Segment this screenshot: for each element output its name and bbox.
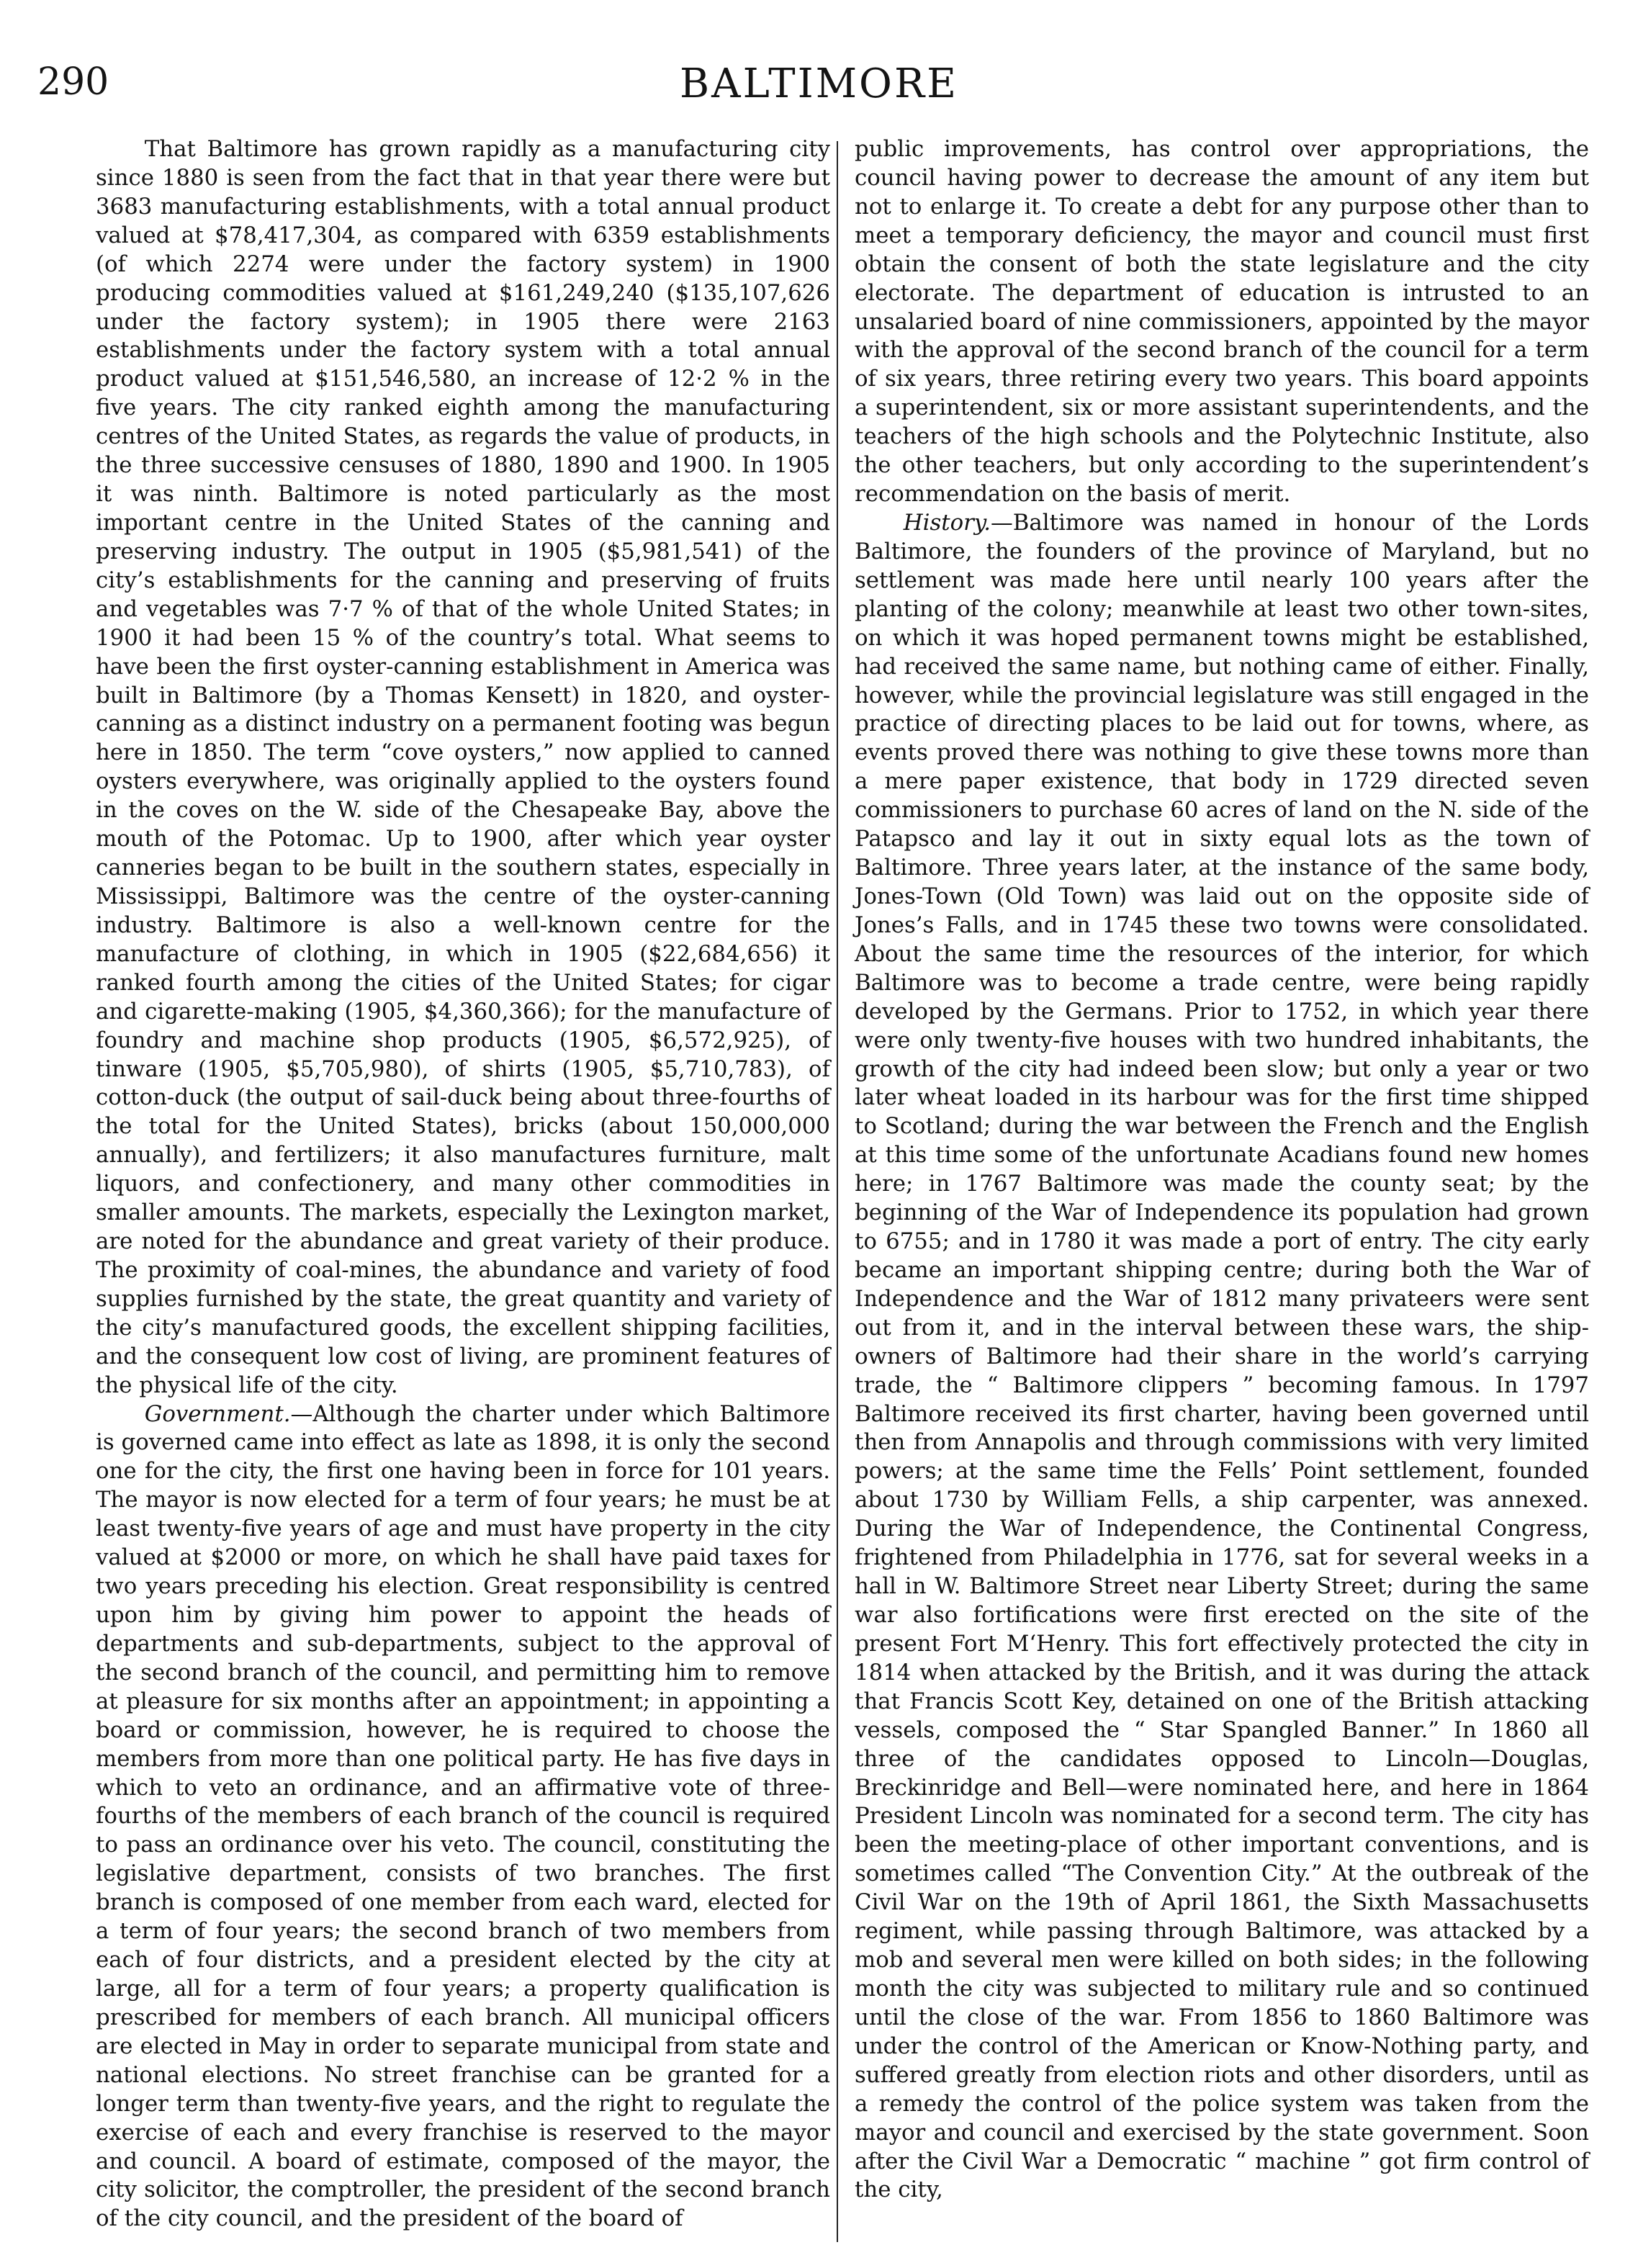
government-heading: Government.: [144, 1400, 291, 1427]
government-paragraph: [96, 1400, 830, 2234]
running-title: BALTIMORE: [680, 60, 958, 107]
history-heading: History.: [903, 509, 991, 536]
manufacturing-paragraph: That Baltimore has grown rapidly as a manufacturing city since 1880 is seen from the fact that in that year there were but 3683 manufacturing establishments, with a total annual product valued at $78,417,304, as compared with 6359 establishments (of which 2274 were under the factory system) in 1900 producing commodities valued at $161,249,240 ($135,107,626 under the factory system); in 1905 there were 2163 establishments under the factory system with a total annual product valued at $151,546,580, an increase of 12·2 % in the five years. The city ranked eighth among the manufacturing centres of the United States, as regards the value of products, in the three successive censuses of 1880, 1890 and 1900. In 1905 it was ninth. Baltimore is noted particularly as the most important centre in the United States of the canning and preserving industry. The output in 1905 ($5,981,541) of the city’s establishments for the canning and preserving of fruits and vegetables was 7·7 % of that of the whole United States; in 1900 it had been 15 % of the country’s total. What seems to have been the first oyster-canning establishment in America was built in Baltimore (by a Thomas Kensett) in 1820, and oyster-canning as a distinct industry on a permanent footing was begun here in 1850. The term “cove oysters,” now applied to canned oysters everywhere, was originally applied to the oysters found in the coves on the W. side of the Chesapeake Bay, above the mouth of the Potomac. Up to 1900, after which year oyster canneries began to be built in the southern states, especially in Mississippi, Baltimore was the centre of the oyster-canning industry. Baltimore is also a well-known centre for the manufacture of clothing, in which in 1905 ($22,684,656) it ranked fourth among the cities of the United States; for cigar and cigarette-making (1905, $4,360,366); for the manufacture of foundry and machine shop products (1905, $6,572,925), of tinware (1905, $5,705,980), of shirts (1905, $5,710,783), of cotton-duck (the output of sail-duck being about three-fourths of the total for the United States), bricks (about 150,000,000 annually), and fertilizers; it also manufactures furniture, malt liquors, and confectionery, and many other commodities in smaller amounts. The markets, especially the Lexington market, are noted for the abundance and great variety of their produce. The proximity of coal-mines, the abundance and variety of food supplies furnished by the state, the great quantity and variety of the city’s manufactured goods, the excellent shipping facilities, and the consequent low cost of living, are prominent features of the physical life of the city.: [96, 136, 830, 1398]
government-text: —Although the charter under which Baltimore is governed came into effect as late as 1898, it is only the second one for the city, the first one having been in force for 101 years. The mayor is now elected for a term of four years; he must be at least twenty-five years of age and must have property in the city valued at $2000 or more, on which he shall have paid taxes for two years preceding his election. Great responsibility is centred upon him by giving him power to appoint the heads of departments and sub-departments, subject to the approval of the second branch of the council, and permitting him to remove at pleasure for six months after an appointment; in appointing a board or commission, however, he is required to choose the members from more than one political party. He has five days in which to veto an ordinance, and an affirmative vote of three-fourths of the members of each branch of the council is required to pass an ordinance over his veto. The council, constituting the legislative department, consists of two branches. The first branch is composed of one member from each ward, elected for a term of four years; the second branch of two members from each of four districts, and a president elected by the city at large, all for a term of four years; a property qualification is prescribed for members of each branch. All municipal officers are elected in May in order to separate municipal from state and national elections. No street franchise can be granted for a longer term than twenty-five years, and the right to regulate the exercise of each and every franchise is reserved to the mayor and council. A board of estimate, composed of the mayor, the city solicitor, the comptroller, the president of the second branch of the city council, and the president of the board of: [96, 1400, 830, 2232]
column-divider: [837, 141, 838, 2242]
government-continued-paragraph: public improvements, has control over appropriations, the council having power to decrease the amount of any item but not to enlarge it. To create a debt for any purpose other than to meet a temporary deficiency, the mayor and council must first obtain the consent of both the state legislature and the city electorate. The department of education is intrusted to an unsalaried board of nine commissioners, appointed by the mayor with the approval of the second branch of the council for a term of six years, three retiring every two years. This board appoints a superintendent, six or more assistant superintendents, and the teachers of the high schools and the Polytechnic Institute, also the other teachers, but only according to the superintendent’s recommendation on the basis of merit.: [855, 136, 1589, 508]
history-text: —Baltimore was named in honour of the Lords Baltimore, the founders of the province of Maryland, but no settlement was made here until nearly 100 years after the planting of the colony; meanwhile at least two other town-sites, on which it was hoped permanent towns might be established, had received the same name, but nothing came of either. Finally, however, while the provincial legislature was still engaged in the practice of directing places to be laid out for towns, where, as events proved there was nothing to give these towns more than a mere paper existence, that body in 1729 directed seven commissioners to purchase 60 acres of land on the N. side of the Patapsco and lay it out in sixty equal lots as the town of Baltimore. Three years later, at the instance of the same body, Jones-Town (Old Town) was laid out on the opposite side of Jones’s Falls, and in 1745 these two towns were consolidated. About the same time the resources of the interior, for which Baltimore was to become a trade centre, were being rapidly developed by the Germans. Prior to 1752, in which year there were only twenty-five houses with two hundred inhabitants, the growth of the city had indeed been slow; but only a year or two later wheat loaded in its harbour was for the first time shipped to Scotland; during the war between the French and the English at this time some of the unfortunate Acadians found new homes here; in 1767 Baltimore was made the county seat; by the beginning of the War of Independence its population had grown to 6755; and in 1780 it was made a port of entry. The city early became an important shipping centre; during both the War of Independence and the War of 1812 many privateers were sent out from it, and in the interval between these wars, the ship-owners of Baltimore had their share in the world’s carrying trade, the “ Baltimore clippers ” becoming famous. In 1797 Baltimore received its first charter, having been governed until then from Annapolis and through commissions with very limited powers; at the same time the Fells’ Point settlement, founded about 1730 by William Fells, a ship carpenter, was annexed. During the War of Independence, the Continental Congress, frightened from Philadelphia in 1776, sat for several weeks in a hall in W. Baltimore Street near Liberty Street; during the same war also fortifications were first erected on the site of the present Fort M‘Henry. This fort effectively protected the city in 1814 when attacked by the British, and it was during the attack that Francis Scott Key, detained on one of the British attacking vessels, composed the “ Star Spangled Banner.” In 1860 all three of the candidates opposed to Lincoln—Douglas, Breckinridge and Bell—were nominated here, and here in 1864 President Lincoln was nominated for a second term. The city has been the meeting-place of other important conventions, and is sometimes called “The Convention City.” At the outbreak of the Civil War on the 19th of April 1861, the Sixth Massachusetts regiment, while passing through Baltimore, was attacked by a mob and several men were killed on both sides; in the following month the city was subjected to military rule and so continued until the close of the war. From 1856 to 1860 Baltimore was under the control of the American or Know-Nothing party, and suffered greatly from election riots and other disorders, until as a remedy the control of the police system was taken from the mayor and council and exercised by the state government. Soon after the Civil War a Democratic “ machine ” got firm control of the city,: [855, 509, 1589, 2203]
right-column: [855, 135, 1589, 2205]
page-number: 290: [37, 60, 109, 104]
left-column: [96, 135, 830, 2233]
history-paragraph: [855, 509, 1589, 2205]
